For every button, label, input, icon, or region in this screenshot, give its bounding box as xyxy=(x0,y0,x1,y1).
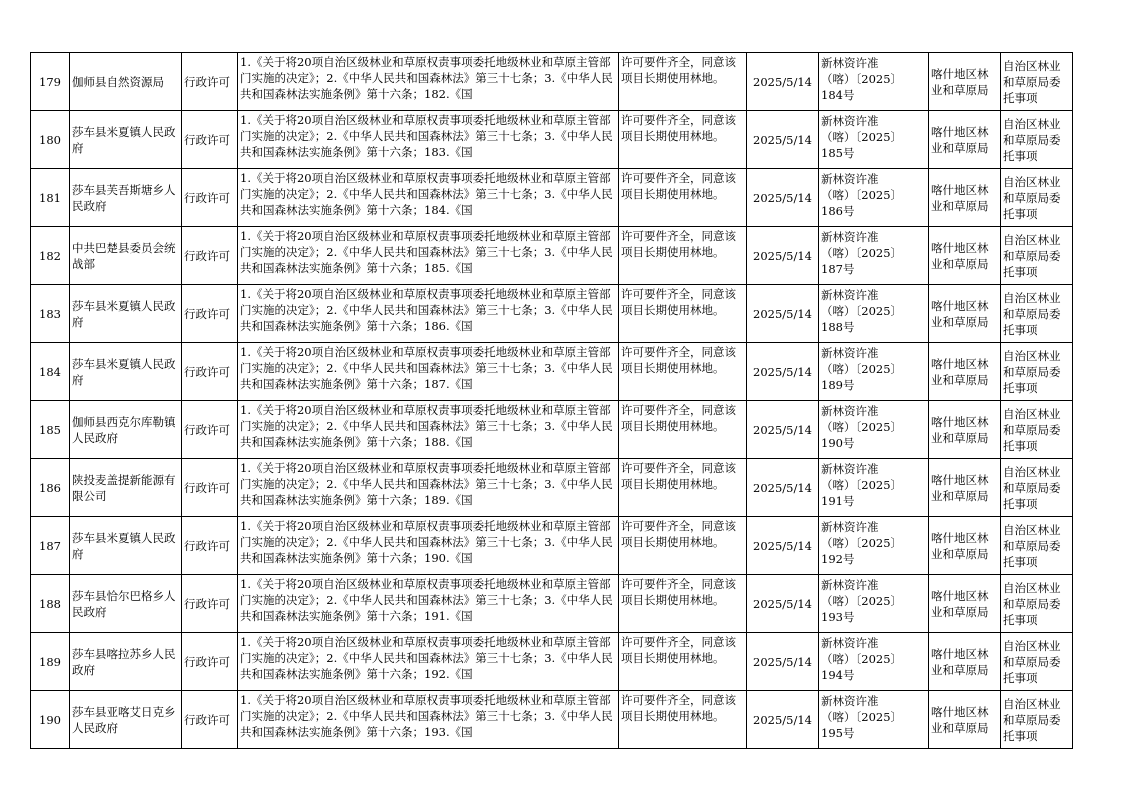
authority-cell: 喀什地区林业和草原局 xyxy=(929,459,1001,517)
document-number-line3: 192号 xyxy=(821,552,855,566)
decision-result-cell xyxy=(619,227,747,285)
document-number-line1: 新林资许准 xyxy=(821,404,879,418)
decision-result-cell xyxy=(619,53,747,111)
license-type-cell: 行政许可 xyxy=(182,227,238,285)
document-number-line3: 191号 xyxy=(821,494,855,508)
document-number-cell xyxy=(819,285,929,343)
decision-result-cell xyxy=(619,459,747,517)
document-number-line1: 新林资许准 xyxy=(821,694,879,708)
decision-date-cell: 2025/5/14 xyxy=(747,459,819,517)
license-type-cell: 行政许可 xyxy=(182,111,238,169)
authority-cell: 喀什地区林业和草原局 xyxy=(929,111,1001,169)
document-number-line1: 新林资许准 xyxy=(821,578,879,592)
applicant-cell: 莎车县米夏镇人民政府 xyxy=(70,111,182,169)
legal-basis-text: 1.《关于将20项自治区级林业和草原权责事项委托地级林业和草原主管部门实施的决定》；2.《中华人民共和国森林法》第三十七条；3.《中华人民共和国森林法实施条例》第十六条；192.《国 xyxy=(240,635,613,681)
applicant-cell: 中共巴楚县委员会统战部 xyxy=(70,227,182,285)
legal-basis-cell xyxy=(238,633,619,691)
source-cell: 自治区林业和草原局委托事项 xyxy=(1001,517,1073,575)
document-number-line2: （喀）〔2025〕 xyxy=(821,188,903,202)
decision-result-text: 许可要件齐全，同意该项目长期使用林地。 xyxy=(621,113,736,143)
authority-cell: 喀什地区林业和草原局 xyxy=(929,227,1001,285)
legal-basis-text: 1.《关于将20项自治区级林业和草原权责事项委托地级林业和草原主管部门实施的决定》；2.《中华人民共和国森林法》第三十七条；3.《中华人民共和国森林法实施条例》第十六条；184.《国 xyxy=(240,171,613,217)
legal-basis-text: 1.《关于将20项自治区级林业和草原权责事项委托地级林业和草原主管部门实施的决定》；2.《中华人民共和国森林法》第三十七条；3.《中华人民共和国森林法实施条例》第十六条；182.《国 xyxy=(240,55,613,101)
document-number-line3: 188号 xyxy=(821,320,855,334)
legal-basis-cell xyxy=(238,517,619,575)
document-number-cell xyxy=(819,691,929,749)
decision-result-text: 许可要件齐全，同意该项目长期使用林地。 xyxy=(621,635,736,665)
license-type-cell: 行政许可 xyxy=(182,401,238,459)
decision-result-cell xyxy=(619,575,747,633)
legal-basis-text: 1.《关于将20项自治区级林业和草原权责事项委托地级林业和草原主管部门实施的决定》；2.《中华人民共和国森林法》第三十七条；3.《中华人民共和国森林法实施条例》第十六条；193.《国 xyxy=(240,693,613,739)
license-type-cell: 行政许可 xyxy=(182,691,238,749)
legal-basis-text: 1.《关于将20项自治区级林业和草原权责事项委托地级林业和草原主管部门实施的决定》；2.《中华人民共和国森林法》第三十七条；3.《中华人民共和国森林法实施条例》第十六条；191.《国 xyxy=(240,577,613,623)
decision-result-text: 许可要件齐全，同意该项目长期使用林地。 xyxy=(621,229,736,259)
decision-result-text: 许可要件齐全，同意该项目长期使用林地。 xyxy=(621,55,736,85)
decision-result-text: 许可要件齐全，同意该项目长期使用林地。 xyxy=(621,345,736,375)
document-number-line3: 185号 xyxy=(821,146,855,160)
decision-result-cell xyxy=(619,401,747,459)
legal-basis-text: 1.《关于将20项自治区级林业和草原权责事项委托地级林业和草原主管部门实施的决定》；2.《中华人民共和国森林法》第三十七条；3.《中华人民共和国森林法实施条例》第十六条；189.《国 xyxy=(240,461,613,507)
table-row xyxy=(31,227,1073,285)
document-number-line1: 新林资许准 xyxy=(821,288,879,302)
applicant-cell: 莎车县芙吾斯塘乡人民政府 xyxy=(70,169,182,227)
document-number-line3: 193号 xyxy=(821,610,855,624)
document-number-line1: 新林资许准 xyxy=(821,114,879,128)
source-cell: 自治区林业和草原局委托事项 xyxy=(1001,53,1073,111)
document-number-cell xyxy=(819,53,929,111)
table-row xyxy=(31,401,1073,459)
decision-result-cell xyxy=(619,633,747,691)
table-row xyxy=(31,633,1073,691)
applicant-cell: 陕投麦盖提新能源有限公司 xyxy=(70,459,182,517)
license-type-cell: 行政许可 xyxy=(182,53,238,111)
document-number-line2: （喀）〔2025〕 xyxy=(821,652,903,666)
license-table xyxy=(30,52,1073,749)
document-number-cell xyxy=(819,401,929,459)
document-number-line2: （喀）〔2025〕 xyxy=(821,362,903,376)
decision-result-cell xyxy=(619,691,747,749)
source-cell: 自治区林业和草原局委托事项 xyxy=(1001,691,1073,749)
source-cell: 自治区林业和草原局委托事项 xyxy=(1001,169,1073,227)
document-number-line2: （喀）〔2025〕 xyxy=(821,594,903,608)
decision-date-cell: 2025/5/14 xyxy=(747,517,819,575)
document-number-cell xyxy=(819,343,929,401)
authority-cell: 喀什地区林业和草原局 xyxy=(929,169,1001,227)
decision-result-cell xyxy=(619,517,747,575)
source-cell: 自治区林业和草原局委托事项 xyxy=(1001,575,1073,633)
applicant-cell: 伽师县西克尔库勒镇人民政府 xyxy=(70,401,182,459)
document-number-line1: 新林资许准 xyxy=(821,172,879,186)
document-number-line3: 187号 xyxy=(821,262,855,276)
document-number-cell xyxy=(819,111,929,169)
document-number-line1: 新林资许准 xyxy=(821,462,879,476)
row-number: 185 xyxy=(31,401,70,459)
decision-date-cell: 2025/5/14 xyxy=(747,111,819,169)
table-row xyxy=(31,111,1073,169)
document-number-line3: 184号 xyxy=(821,88,855,102)
decision-result-text: 许可要件齐全，同意该项目长期使用林地。 xyxy=(621,577,736,607)
applicant-cell: 莎车县喀拉苏乡人民政府 xyxy=(70,633,182,691)
decision-result-text: 许可要件齐全，同意该项目长期使用林地。 xyxy=(621,287,736,317)
source-cell: 自治区林业和草原局委托事项 xyxy=(1001,343,1073,401)
table-row xyxy=(31,575,1073,633)
decision-result-cell xyxy=(619,169,747,227)
decision-result-text: 许可要件齐全，同意该项目长期使用林地。 xyxy=(621,693,736,723)
legal-basis-cell xyxy=(238,401,619,459)
legal-basis-cell xyxy=(238,53,619,111)
legal-basis-text: 1.《关于将20项自治区级林业和草原权责事项委托地级林业和草原主管部门实施的决定》；2.《中华人民共和国森林法》第三十七条；3.《中华人民共和国森林法实施条例》第十六条；190.《国 xyxy=(240,519,613,565)
row-number: 184 xyxy=(31,343,70,401)
document-number-line2: （喀）〔2025〕 xyxy=(821,246,903,260)
row-number: 187 xyxy=(31,517,70,575)
decision-date-cell: 2025/5/14 xyxy=(747,691,819,749)
table-row xyxy=(31,517,1073,575)
table-row xyxy=(31,691,1073,749)
legal-basis-text: 1.《关于将20项自治区级林业和草原权责事项委托地级林业和草原主管部门实施的决定》；2.《中华人民共和国森林法》第三十七条；3.《中华人民共和国森林法实施条例》第十六条；186.《国 xyxy=(240,287,613,333)
document-number-line2: （喀）〔2025〕 xyxy=(821,72,903,86)
applicant-cell: 伽师县自然资源局 xyxy=(70,53,182,111)
decision-result-text: 许可要件齐全，同意该项目长期使用林地。 xyxy=(621,403,736,433)
authority-cell: 喀什地区林业和草原局 xyxy=(929,691,1001,749)
decision-date-cell: 2025/5/14 xyxy=(747,575,819,633)
legal-basis-text: 1.《关于将20项自治区级林业和草原权责事项委托地级林业和草原主管部门实施的决定》；2.《中华人民共和国森林法》第三十七条；3.《中华人民共和国森林法实施条例》第十六条；185.《国 xyxy=(240,229,613,275)
license-type-cell: 行政许可 xyxy=(182,169,238,227)
legal-basis-cell xyxy=(238,343,619,401)
decision-date-cell: 2025/5/14 xyxy=(747,343,819,401)
legal-basis-cell xyxy=(238,285,619,343)
authority-cell: 喀什地区林业和草原局 xyxy=(929,633,1001,691)
applicant-cell: 莎车县米夏镇人民政府 xyxy=(70,517,182,575)
document-number-cell xyxy=(819,459,929,517)
source-cell: 自治区林业和草原局委托事项 xyxy=(1001,285,1073,343)
document-number-line2: （喀）〔2025〕 xyxy=(821,130,903,144)
row-number: 189 xyxy=(31,633,70,691)
document-number-line1: 新林资许准 xyxy=(821,230,879,244)
table-row xyxy=(31,285,1073,343)
authority-cell: 喀什地区林业和草原局 xyxy=(929,575,1001,633)
row-number: 186 xyxy=(31,459,70,517)
document-number-line3: 194号 xyxy=(821,668,855,682)
decision-date-cell: 2025/5/14 xyxy=(747,633,819,691)
document-number-line3: 190号 xyxy=(821,436,855,450)
decision-result-text: 许可要件齐全，同意该项目长期使用林地。 xyxy=(621,171,736,201)
document-number-cell xyxy=(819,517,929,575)
decision-date-cell: 2025/5/14 xyxy=(747,169,819,227)
row-number: 183 xyxy=(31,285,70,343)
document-number-line1: 新林资许准 xyxy=(821,346,879,360)
license-type-cell: 行政许可 xyxy=(182,343,238,401)
source-cell: 自治区林业和草原局委托事项 xyxy=(1001,227,1073,285)
source-cell: 自治区林业和草原局委托事项 xyxy=(1001,633,1073,691)
decision-result-cell xyxy=(619,111,747,169)
decision-date-cell: 2025/5/14 xyxy=(747,53,819,111)
decision-date-cell: 2025/5/14 xyxy=(747,401,819,459)
authority-cell: 喀什地区林业和草原局 xyxy=(929,53,1001,111)
document-number-line2: （喀）〔2025〕 xyxy=(821,710,903,724)
legal-basis-text: 1.《关于将20项自治区级林业和草原权责事项委托地级林业和草原主管部门实施的决定》；2.《中华人民共和国森林法》第三十七条；3.《中华人民共和国森林法实施条例》第十六条；183.《国 xyxy=(240,113,613,159)
decision-date-cell: 2025/5/14 xyxy=(747,227,819,285)
document-number-cell xyxy=(819,169,929,227)
document-number-line2: （喀）〔2025〕 xyxy=(821,304,903,318)
legal-basis-cell xyxy=(238,459,619,517)
authority-cell: 喀什地区林业和草原局 xyxy=(929,401,1001,459)
applicant-cell: 莎车县米夏镇人民政府 xyxy=(70,285,182,343)
table-row xyxy=(31,169,1073,227)
legal-basis-cell xyxy=(238,575,619,633)
document-number-line1: 新林资许准 xyxy=(821,636,879,650)
row-number: 182 xyxy=(31,227,70,285)
document-number-cell xyxy=(819,575,929,633)
applicant-cell: 莎车县恰尔巴格乡人民政府 xyxy=(70,575,182,633)
authority-cell: 喀什地区林业和草原局 xyxy=(929,343,1001,401)
row-number: 188 xyxy=(31,575,70,633)
document-number-line3: 195号 xyxy=(821,726,855,740)
authority-cell: 喀什地区林业和草原局 xyxy=(929,285,1001,343)
license-type-cell: 行政许可 xyxy=(182,517,238,575)
row-number: 179 xyxy=(31,53,70,111)
decision-result-text: 许可要件齐全，同意该项目长期使用林地。 xyxy=(621,461,736,491)
document-number-cell xyxy=(819,633,929,691)
decision-result-cell xyxy=(619,343,747,401)
decision-date-cell: 2025/5/14 xyxy=(747,285,819,343)
table-row xyxy=(31,53,1073,111)
source-cell: 自治区林业和草原局委托事项 xyxy=(1001,111,1073,169)
source-cell: 自治区林业和草原局委托事项 xyxy=(1001,401,1073,459)
license-type-cell: 行政许可 xyxy=(182,459,238,517)
decision-result-text: 许可要件齐全，同意该项目长期使用林地。 xyxy=(621,519,736,549)
table-body xyxy=(31,53,1073,749)
decision-result-cell xyxy=(619,285,747,343)
legal-basis-text: 1.《关于将20项自治区级林业和草原权责事项委托地级林业和草原主管部门实施的决定》；2.《中华人民共和国森林法》第三十七条；3.《中华人民共和国森林法实施条例》第十六条；188.《国 xyxy=(240,403,613,449)
table-row xyxy=(31,459,1073,517)
license-type-cell: 行政许可 xyxy=(182,575,238,633)
document-number-line3: 186号 xyxy=(821,204,855,218)
document-number-line1: 新林资许准 xyxy=(821,56,879,70)
document-number-cell xyxy=(819,227,929,285)
document-number-line1: 新林资许准 xyxy=(821,520,879,534)
row-number: 180 xyxy=(31,111,70,169)
document-number-line2: （喀）〔2025〕 xyxy=(821,478,903,492)
legal-basis-cell xyxy=(238,169,619,227)
applicant-cell: 莎车县亚喀艾日克乡人民政府 xyxy=(70,691,182,749)
legal-basis-cell xyxy=(238,227,619,285)
document-number-line2: （喀）〔2025〕 xyxy=(821,420,903,434)
table-row xyxy=(31,343,1073,401)
document-number-line3: 189号 xyxy=(821,378,855,392)
row-number: 190 xyxy=(31,691,70,749)
source-cell: 自治区林业和草原局委托事项 xyxy=(1001,459,1073,517)
row-number: 181 xyxy=(31,169,70,227)
document-number-line2: （喀）〔2025〕 xyxy=(821,536,903,550)
license-type-cell: 行政许可 xyxy=(182,285,238,343)
legal-basis-text: 1.《关于将20项自治区级林业和草原权责事项委托地级林业和草原主管部门实施的决定》；2.《中华人民共和国森林法》第三十七条；3.《中华人民共和国森林法实施条例》第十六条；187.《国 xyxy=(240,345,613,391)
authority-cell: 喀什地区林业和草原局 xyxy=(929,517,1001,575)
license-type-cell: 行政许可 xyxy=(182,633,238,691)
applicant-cell: 莎车县米夏镇人民政府 xyxy=(70,343,182,401)
legal-basis-cell xyxy=(238,691,619,749)
legal-basis-cell xyxy=(238,111,619,169)
